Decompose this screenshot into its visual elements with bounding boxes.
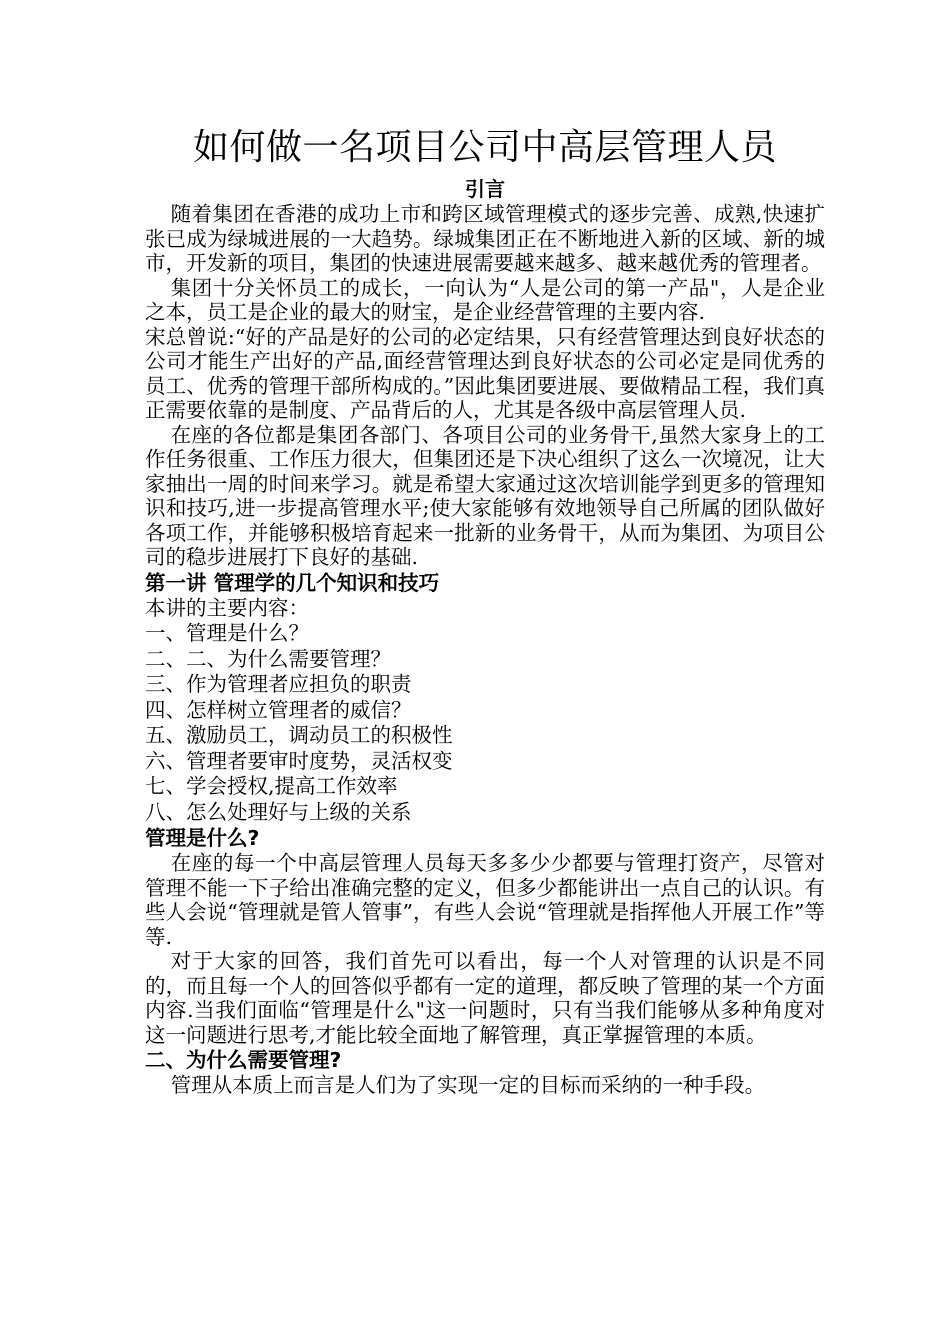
- section-paragraph: 管理从本质上而言是人们为了实现一定的目标而采纳的一种手段。: [170, 1073, 766, 1097]
- intro-paragraph: 在座的各位都是集团各部门、各项目公司的业务骨干,虽然大家身上的工作任务很重、工作压力很大，但集团还是下决心组织了这么一次境况，让大家抽出一周的时间来学习。就是希望大家通过这次培训能学到更多的管理知识和技巧,进一步提高管理水平;使大家能够有效地领导自己所属的团队做好各项工作，并能够积极培育起来一批新的业务骨干，从而为集团、为项目公司的稳步进展打下良好的基础.: [145, 422, 825, 569]
- contents-item: 五、激励员工，调动员工的积极性: [145, 723, 453, 747]
- section-paragraph: 对于大家的回答，我们首先可以看出，每一个人对管理的认识是不同的，而且每一个人的回答似乎都有一定的道理，都反映了管理的某一个方面内容.当我们面临“管理是什么"这一问题时，只有当我们能够从多种角度对这一问题进行思考,才能比较全面地了解管理，真正掌握管理的本质。: [145, 949, 825, 1047]
- contents-item: 二、二、为什么需要管理？: [145, 646, 391, 671]
- contents-item: 七、学会授权,提高工作效率: [145, 774, 398, 798]
- document-title: 如何做一名项目公司中高层管理人员: [192, 127, 777, 168]
- intro-heading: 引言: [465, 177, 505, 201]
- contents-item: 一、管理是什么？: [145, 621, 309, 645]
- intro-paragraph: 随着集团在香港的成功上市和跨区域管理模式的逐步完善、成熟,快速扩张已成为绿城进展的一大趋势。绿城集团正在不断地进入新的区域、新的城市，开发新的项目，集团的快速进展需要越来越多、越来越优秀的管理者。: [145, 202, 825, 275]
- contents-item: 四、怎样树立管理者的威信？: [145, 697, 412, 722]
- intro-paragraph: 宋总曾说:“好的产品是好的公司的必定结果，只有经营管理达到良好状态的公司才能生产出好的产品,面经营管理达到良好状态的公司必定是同优秀的员工、优秀的管理干部所构成的。”因此集团要进展、要做精品工程，我们真正需要依靠的是制度、产品背后的人，尤其是各级中高层管理人员.: [145, 324, 825, 422]
- lecture-heading: 第一讲 管理学的几个知识和技巧: [145, 570, 440, 595]
- contents-label: 本讲的主要内容：: [145, 595, 309, 620]
- section-heading: 管理是什么?: [145, 826, 260, 850]
- contents-item: 六、管理者要审时度势，灵活权变: [145, 748, 453, 773]
- intro-paragraph: 集团十分关怀员工的成长，一向认为“人是公司的第一产品"，人是企业之本，员工是企业的最大的财宝，是企业经营管理的主要内容.: [145, 275, 825, 324]
- section-paragraph: 在座的每一个中高层管理人员每天多多少少都要与管理打资产，尽管对管理不能一下子给出准确完整的定义，但多少都能讲出一点自己的认识。有些人会说“管理就是管人管事”，有些人会说“管理就是指挥他人开展工作”等等.: [145, 851, 825, 949]
- document-page: [145, 120, 825, 1098]
- contents-item: 八、怎么处理好与上级的关系: [145, 799, 412, 824]
- section-heading: 二、为什么需要管理?: [145, 1048, 342, 1072]
- contents-item: 三、作为管理者应担负的职责: [145, 672, 412, 696]
